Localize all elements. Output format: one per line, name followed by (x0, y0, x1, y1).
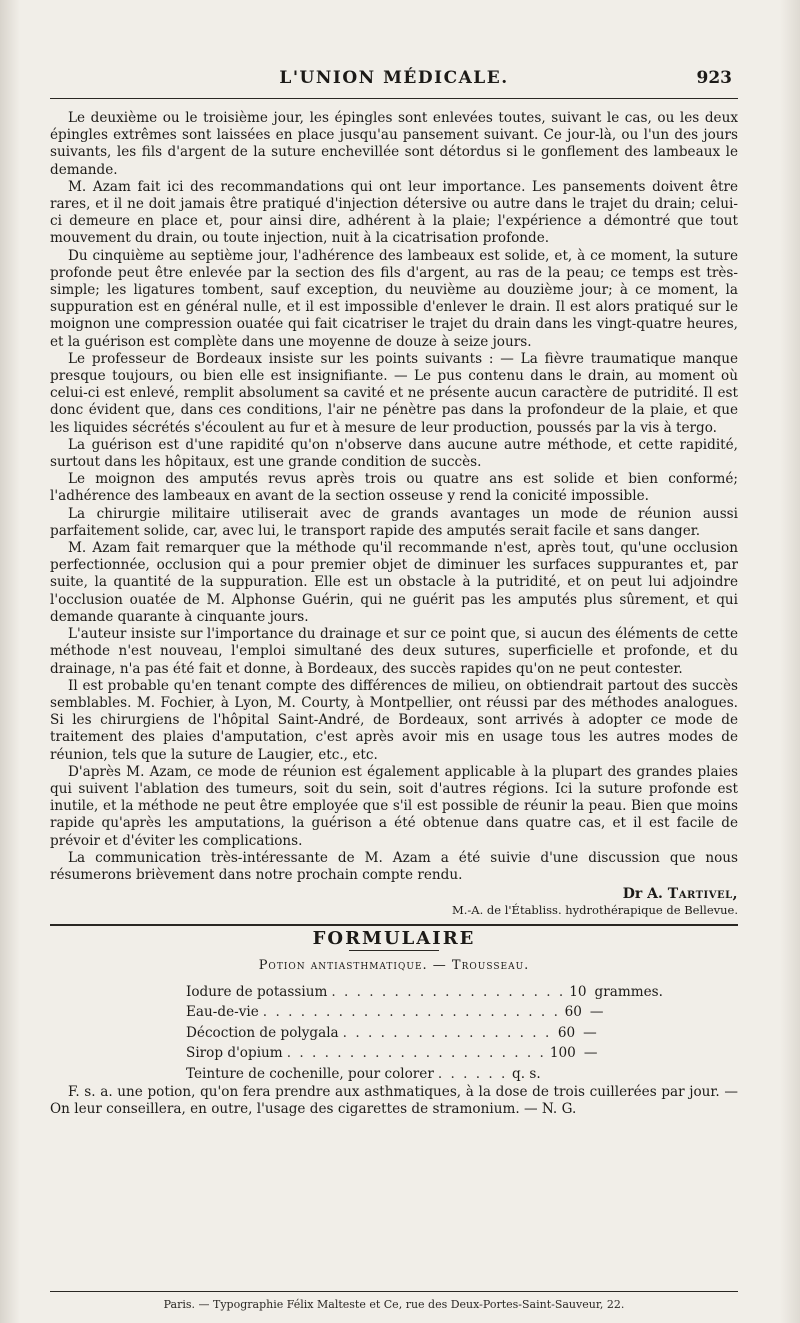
page-number: 923 (696, 68, 732, 88)
paragraph: L'auteur insiste sur l'importance du drainage et sur ce point que, si aucun des éléments de cette méthode n'est nouveau, l'emploi simultané des deux sutures, superficielle et profonde, et du drainage, n'a pas été fait et donne, à Bordeaux, des succès rapides qu'on ne peut contester. (50, 626, 738, 677)
ingredient-unit: — (589, 1004, 604, 1021)
paragraph: Le moignon des amputés revus après trois ou quatre ans est solide et bien conformé; l'adhérence des lambeaux en avant de la section osseuse y rend la conicité impossible. (50, 471, 738, 505)
running-title: L'UNION MÉDICALE. (279, 68, 509, 88)
leader-dots: . . . . . . . . . . . . . . . . . (342, 1024, 552, 1041)
ingredient-row (186, 1023, 656, 1044)
leader-dots: . . . . . . . . . . . . . . . . . . . . . (286, 1045, 546, 1062)
ingredient-row (186, 1002, 656, 1023)
ingredient-row (186, 1064, 656, 1085)
author-signature (50, 886, 738, 903)
paragraph: Il est probable qu'en tenant compte des différences de milieu, on obtiendrait partout des succès semblables. M. Fochier, à Lyon, M. Courty, à Montpellier, ont réussi par des méthodes analogues. Si les chirurgiens de l'hôpital Saint-André, de Bordeaux, sont arrivés à adopter ce mode de traitement des plaies d'amputation, c'est après avoir mis en usage tous les autres modes de réunion, tels que la suture de Laugier, etc., etc. (50, 677, 738, 763)
ingredient-row (186, 982, 663, 1003)
leader-dots: . . . . . . . . . . . . . . . . . . . (331, 983, 566, 1000)
paragraph: Le deuxième ou le troisième jour, les épingles sont enlevées toutes, suivant le cas, ou les deux épingles extrêmes sont laissées en place jusqu'au pansement suivant. Ce jour-là, ou l'un des jours suivants, les fils d'argent de la suture enchevillée sont détordus si le gonflement des lambeaux le demande. (50, 110, 738, 178)
paragraph: La chirurgie militaire utiliserait avec de grands avantages un mode de réunion aussi parfaitement solide, car, avec lui, le transport rapide des amputés serait facile et sans danger. (50, 505, 738, 539)
ingredient-row (186, 1043, 656, 1064)
ingredient-unit: — (583, 1024, 597, 1041)
ingredient-name: Sirop d'opium (186, 1045, 283, 1062)
prescription-note: F. s. a. une potion, qu'on fera prendre aux asthmatiques, à la dose de trois cuillerées par jour. — On leur conseillera, en outre, l'usage des cigarettes de stramonium. — N. G. (50, 1084, 738, 1118)
paragraph: La communication très-intéressante de M. Azam a été suivie d'une discussion que nous résumerons brièvement dans notre prochain compte rendu. (50, 849, 738, 883)
leader-dots: . . . . . . (437, 1065, 508, 1082)
ingredient-list (186, 982, 663, 1085)
paragraph: D'après M. Azam, ce mode de réunion est également applicable à la plupart des grandes plaies qui suivent l'ablation des tumeurs, soit du sein, soit d'autres régions. Ici la suture profonde est inutile, et la méthode ne peut être employée que s'il est possible de réunir la peau. Bien que moins rapide qu'après les amputations, la guérison a été obtenue dans quatre cas, et il est facile de prévoir et d'éviter les complications. (50, 763, 738, 849)
ingredient-name: Eau-de-vie (186, 1004, 259, 1021)
ingredient-quantity: 60 (564, 1004, 582, 1021)
ingredient-quantity: 10 (569, 983, 587, 1000)
section-divider (50, 924, 738, 926)
author-name: Tartivel, (667, 886, 738, 903)
ingredient-quantity: q. s. (512, 1065, 541, 1082)
ingredient-quantity: 100 (549, 1045, 576, 1062)
ingredient-unit: — (583, 1045, 598, 1062)
printer-imprint: Paris. — Typographie Félix Malteste et Ce, rue des Deux-Portes-Saint-Sauveur, 22. (50, 1291, 738, 1311)
ingredient-name: Teinture de cochenille, pour colorer (186, 1065, 434, 1082)
signature-block (50, 886, 738, 918)
potion-title-text: Potion antiasthmatique. — Trousseau. (258, 957, 530, 973)
paragraph: La guérison est d'une rapidité qu'on n'observe dans aucune autre méthode, et cette rapidité, surtout dans les hôpitaux, est une grande condition de succès. (50, 436, 738, 471)
author-prefix: Dr A. (622, 886, 668, 903)
ingredient-unit: grammes. (594, 983, 663, 1000)
paragraph: Du cinquième au septième jour, l'adhérence des lambeaux est solide, et, à ce moment, la suture profonde peut être enlevée par la section des fils d'argent, au ras de la peau; ce temps est très-simple; les ligatures tombent, sauf exception, du neuvième au douzième jour; à ce moment, la suppuration est en général nulle, et il est impossible d'enlever le drain. Il est alors pratiqué sur le moignon une compression ouatée qui fait cicatriser le trajet du drain dans les vingt-quatre heures, et la guérison est complète dans une moyenne de douze à seize jours. (50, 247, 738, 350)
ingredient-name: Décoction de polygala (186, 1024, 339, 1041)
article-body (50, 110, 738, 1119)
potion-title (50, 957, 738, 974)
page-header (50, 62, 738, 99)
section-title: FORMULAIRE (312, 928, 476, 950)
paragraph: M. Azam fait ici des recommandations qui ont leur importance. Les pansements doivent être rares, et il ne doit jamais être pratiqué d'injection détersive ou autre dans le trajet du drain; celui-ci demeure en place et, pour ainsi dire, adhérent à la plaie; l'expérience a démontré que tout mouvement du drain, ou toute injection, nuit à la cicatrisation profonde. (50, 178, 738, 247)
paragraph: M. Azam fait remarquer que la méthode qu'il recommande n'est, après tout, qu'une occlusion perfectionnée, occlusion qui a pour premier objet de diminuer les surfaces suppurantes et, par suite, la quantité de la suppuration. Elle est un obstacle à la putridité, et on peut lui adjoindre l'occlusion ouatée de M. Alphonse Guérin, qui ne guérit pas les amputés plus sûrement, et qui demande quarante à cinquante jours. (50, 540, 738, 625)
author-role: M.-A. de l'Établiss. hydrothérapique de Bellevue. (451, 903, 738, 918)
ingredient-name: Iodure de potassium (186, 983, 328, 1000)
short-rule (349, 950, 439, 951)
ingredient-quantity: 60 (557, 1024, 576, 1041)
leader-dots: . . . . . . . . . . . . . . . . . . . . . . . . (262, 1004, 560, 1021)
paragraph: Le professeur de Bordeaux insiste sur les points suivants : — La fièvre traumatique manque presque toujours, ou bien elle est insignifiante. — Le pus contenu dans le drain, au moment où celui-ci est enlevé, remplit absolument sa cavité et ne présente aucun caractère de putridité. Il est donc évident que, dans ces conditions, l'air ne pénètre pas dans la profondeur de la plaie, et que les liquides sécrétés s'écoulent au fur et à mesure de leur production, poussés par la vis à tergo. (50, 350, 738, 436)
